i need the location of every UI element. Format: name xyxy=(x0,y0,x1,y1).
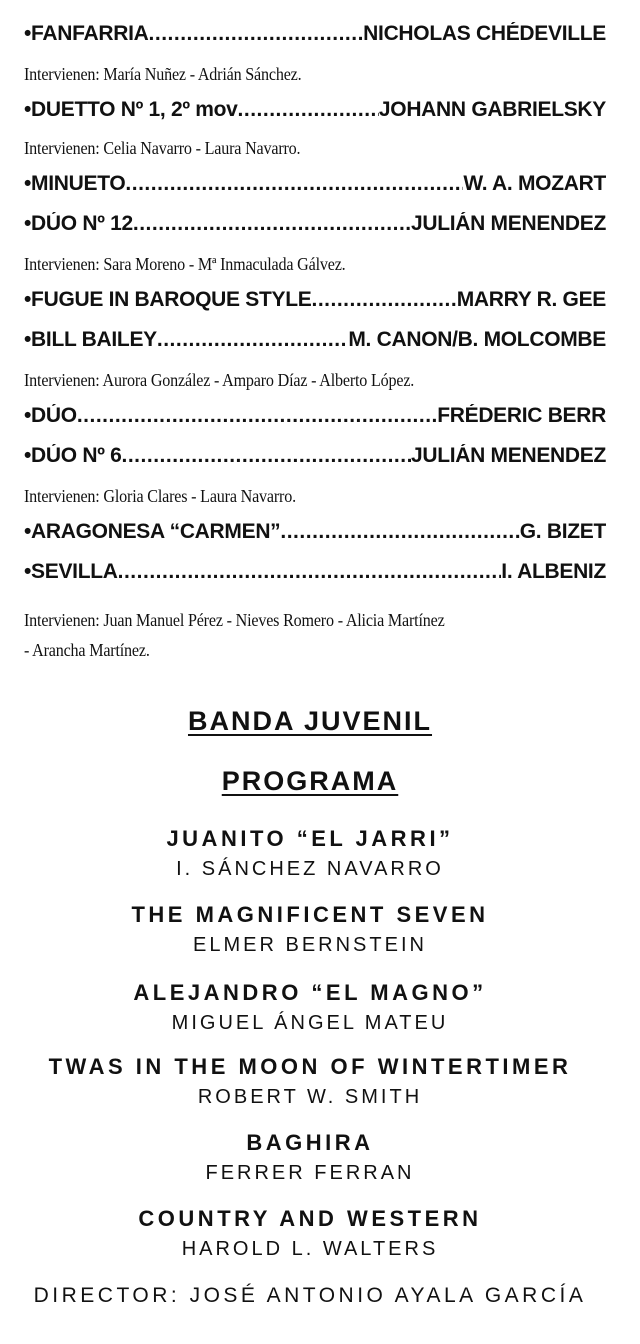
work-title: TWAS IN THE MOON OF WINTERTIMER xyxy=(48,1054,572,1079)
section-heading: BANDA JUVENIL xyxy=(187,706,433,736)
program-piece xyxy=(24,172,606,202)
work-composer: FERRER FERRAN xyxy=(205,1162,415,1184)
piece-title: •FUGUE IN BAROQUE STYLE xyxy=(24,288,312,311)
piece-title: •SEVILLA xyxy=(24,560,118,583)
dot-leader xyxy=(311,288,456,312)
piece-composer: M. CANON/B. MOLCOMBE xyxy=(348,328,606,351)
dot-leader xyxy=(280,520,519,544)
work-composer: ELMER BERNSTEIN xyxy=(193,934,427,956)
work-composer: MIGUEL ÁNGEL MATEU xyxy=(171,1012,449,1034)
dot-leader xyxy=(149,22,364,46)
performers-line: Intervienen: Gloria Clares - Laura Navarro. xyxy=(24,486,296,506)
piece-title: •BILL BAILEY xyxy=(24,328,157,351)
piece-composer: W. A. MOZART xyxy=(463,172,606,195)
work-title: THE MAGNIFICENT SEVEN xyxy=(131,902,489,927)
program-piece xyxy=(24,444,606,474)
piece-title: •ARAGONESA “CARMEN” xyxy=(24,520,281,543)
piece-title: •DÚO Nº 6 xyxy=(24,444,122,467)
piece-composer: NICHOLAS CHÉDEVILLE xyxy=(363,22,606,45)
piece-composer: G. BIZET xyxy=(519,520,606,543)
dot-leader xyxy=(77,404,437,428)
piece-composer: JULIÁN MENENDEZ xyxy=(410,444,606,467)
dot-leader xyxy=(118,560,502,584)
piece-composer: JULIÁN MENENDEZ xyxy=(410,212,606,235)
work-composer: HAROLD L. WALTERS xyxy=(181,1238,439,1260)
piece-composer: MARRY R. GEE xyxy=(456,288,606,311)
piece-composer: FRÉDERIC BERR xyxy=(437,404,606,427)
dot-leader xyxy=(125,172,463,196)
dot-leader xyxy=(122,444,411,468)
work-title: JUANITO “EL JARRI” xyxy=(166,826,454,851)
piece-title: •DÚO xyxy=(24,404,77,427)
performers-line: Intervienen: Juan Manuel Pérez - Nieves Romero - Alicia Martínez xyxy=(24,610,445,630)
director-credit: DIRECTOR: JOSÉ ANTONIO AYALA GARCÍA xyxy=(33,1284,587,1307)
piece-composer: I. ALBENIZ xyxy=(501,560,606,583)
program-piece xyxy=(24,288,606,318)
work-title: ALEJANDRO “EL MAGNO” xyxy=(133,980,487,1005)
work-composer: ROBERT W. SMITH xyxy=(197,1086,423,1108)
performers-line: Intervienen: María Nuñez - Adrián Sánchez. xyxy=(24,64,302,84)
performers-line: Intervienen: Celia Navarro - Laura Navarro. xyxy=(24,138,301,158)
piece-title: •MINUETO xyxy=(24,172,126,195)
piece-title: •DÚO Nº 12 xyxy=(24,212,133,235)
piece-title: •FANFARRIA xyxy=(24,22,149,45)
piece-composer: JOHANN GABRIELSKY xyxy=(378,98,606,121)
program-piece xyxy=(24,212,606,242)
performers-line-continued: - Arancha Martínez. xyxy=(24,640,150,660)
work-title: COUNTRY AND WESTERN xyxy=(138,1206,482,1231)
dot-leader xyxy=(238,98,379,122)
program-piece xyxy=(24,98,606,128)
performers-line: Intervienen: Aurora González - Amparo Díaz - Alberto López. xyxy=(24,370,415,390)
dot-leader xyxy=(133,212,411,236)
performers-line: Intervienen: Sara Moreno - Mª Inmaculada Gálvez. xyxy=(24,254,346,274)
program-piece xyxy=(24,520,606,550)
section-subheading: PROGRAMA xyxy=(221,766,399,796)
program-piece xyxy=(24,22,606,52)
work-composer: I. SÁNCHEZ NAVARRO xyxy=(176,858,444,880)
program-piece xyxy=(24,404,606,434)
piece-title: •DUETTO Nº 1, 2º mov xyxy=(24,98,238,121)
program-piece xyxy=(24,560,606,590)
program-piece xyxy=(24,328,606,358)
work-title: BAGHIRA xyxy=(246,1130,374,1155)
dot-leader xyxy=(157,328,348,352)
